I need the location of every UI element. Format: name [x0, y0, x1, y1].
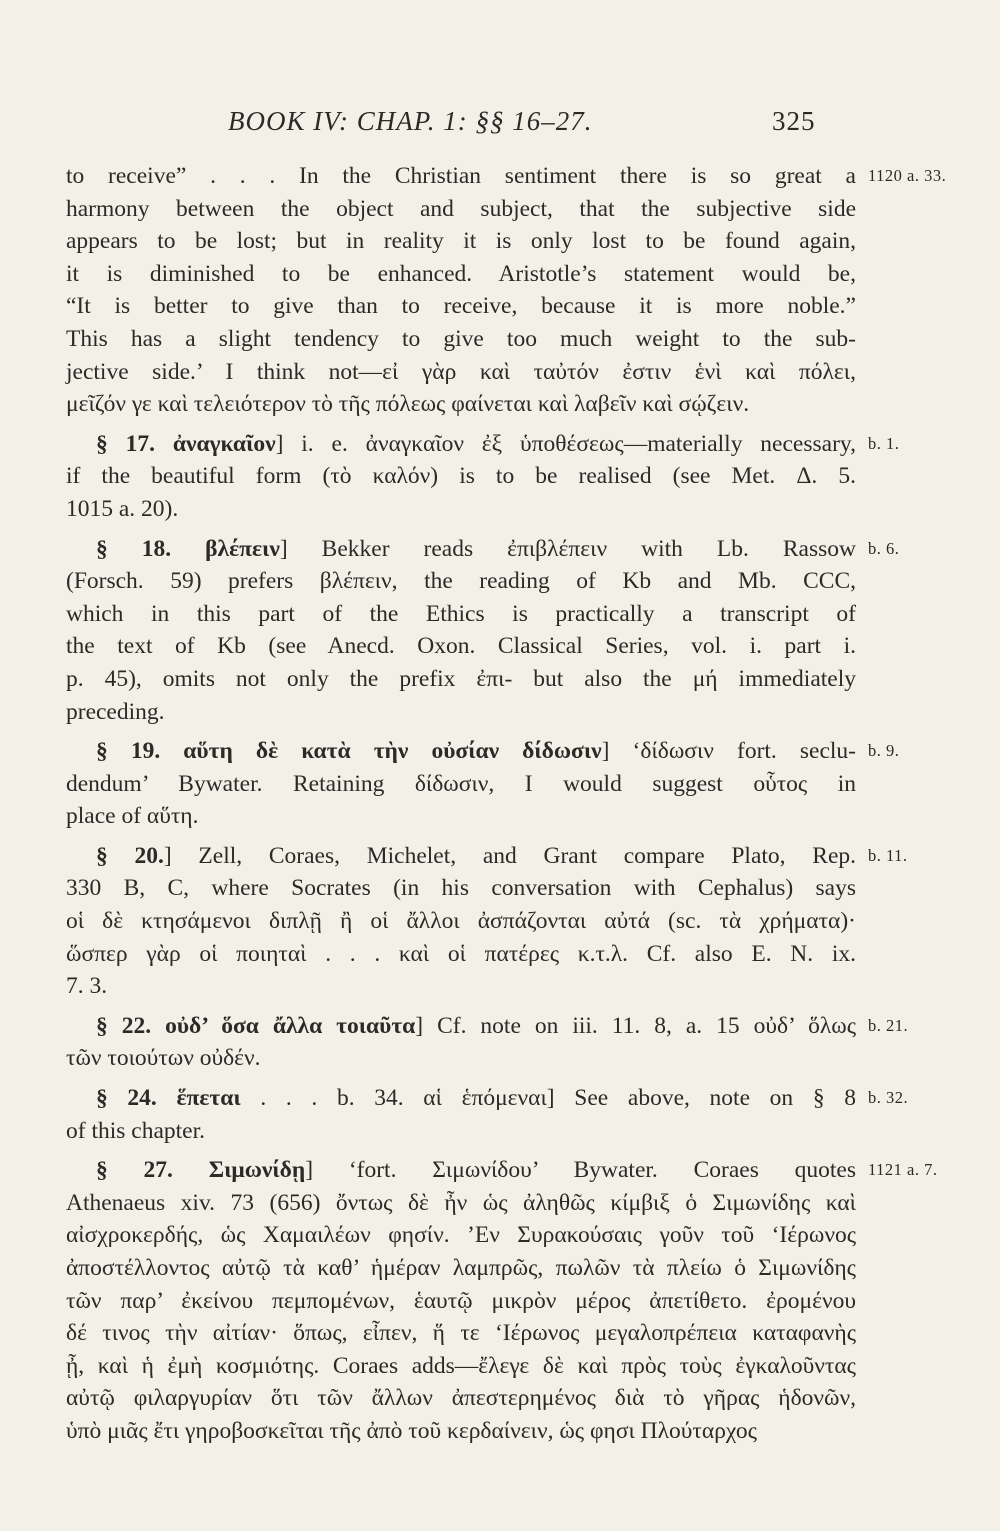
text-line	[66, 1285, 856, 1318]
text-line	[66, 290, 856, 323]
line-text: ὑπὸ μιᾶς ἔτι γηροβοσκεῖται τῆς ἀπὸ τοῦ κερδαίνειν, ὡς φησι Πλούταρχος	[66, 1417, 757, 1444]
line-text: ] Zell, Coraes, Michelet, and Grant compare Plato, Rep.	[163, 842, 856, 869]
running-title: BOOK IV: CHAP. 1: §§ 16–27.	[228, 106, 593, 136]
text-line	[66, 1415, 856, 1448]
text-line	[66, 1219, 856, 1252]
text-line	[66, 1010, 909, 1043]
line-text: οἱ δὲ κτησάμενοι διπλῇ ἢ οἱ ἄλλοι ἀσπάζονται αὐτά (sc. τὰ χρήματα)·	[66, 908, 856, 935]
line-text: αἰσχροκερδής, ὡς Χαμαιλέων φησίν. ’Εν Συρακούσαις γοῦν τοῦ ‘Ιέρωνος	[66, 1222, 856, 1249]
text-line	[66, 258, 856, 291]
text-line	[66, 225, 856, 258]
line-text: This has a slight tendency to give too much weight to the sub-	[66, 325, 856, 352]
line-text: “It is better to give than to receive, because it is more noble.”	[66, 293, 856, 320]
line-text: ἀποστέλλοντος αὐτῷ τὰ καθ’ ἡμέραν λαμπρῶς, πωλῶν τὰ πλείω ὁ Σιμωνίδης	[66, 1255, 856, 1281]
line-text: harmony between the object and subject, that the subjective side	[66, 195, 856, 222]
page-number: 325	[772, 106, 816, 136]
text-line	[66, 428, 900, 461]
line-text: τῶν παρ’ ἐκείνου πεμπομένων, ἑαυτῷ μικρὸν μέρος ἀπετίθετο. ἐρομένου	[66, 1287, 856, 1314]
commentary-text	[66, 160, 947, 1448]
text-line	[66, 735, 900, 768]
line-text: ] ‘δίδωσιν fort. seclu-	[601, 738, 856, 765]
text-line	[66, 1042, 856, 1075]
line-text: ᾖ, καὶ ἡ ἐμὴ κοσμιότης. Coraes adds—ἔλεγε δὲ καὶ πρὸς τοὺς ἐγκαλοῦντας	[66, 1352, 856, 1379]
line-text: it is diminished to be enhanced. Aristotle’s statement would be,	[66, 260, 856, 287]
bekker-margin-reference: b. 11.	[868, 845, 908, 865]
text-line	[66, 1350, 856, 1383]
line-text: of this chapter.	[66, 1117, 206, 1144]
line-text: ] Bekker reads ἐπιβλέπειν with Lb. Rassow	[279, 535, 856, 562]
line-text: αὐτῷ φιλαργυρίαν ὅτι τῶν ἄλλων ἀπεστερημένος διὰ τὸ γῆρας ἡδονῶν,	[66, 1385, 856, 1412]
text-line	[66, 1154, 938, 1187]
line-text: (Forsch. 59) prefers βλέπειν, the reading of Kb and Mb. CCC,	[66, 568, 856, 595]
bekker-margin-reference: b. 32.	[868, 1088, 909, 1108]
text-line	[66, 565, 856, 598]
text-line	[66, 388, 856, 421]
line-text: μεῖζόν γε καὶ τελειότερον τὸ τῆς πόλεως φαίνεται καὶ λαβεῖν καὶ σῴζειν.	[66, 391, 750, 418]
text-line	[66, 768, 856, 801]
line-text: ὥσπερ γὰρ οἱ ποιηταὶ . . . καὶ οἱ πατέρες κ.τ.λ. Cf. also E. N. ix.	[66, 940, 856, 967]
section-lemma: § 22. οὐδ’ ὅσα ἄλλα τοιαῦτα	[96, 1012, 416, 1039]
text-line	[66, 905, 856, 938]
line-text: dendum’ Bywater. Retaining δίδωσιν, I would suggest οὗτος in	[66, 770, 856, 797]
text-line	[66, 840, 908, 873]
line-text: 330 B, C, where Socrates (in his conversation with Cephalus) says	[66, 875, 856, 902]
line-text: preceding.	[66, 698, 165, 725]
text-line	[66, 938, 856, 971]
text-line	[66, 160, 947, 193]
text-line	[66, 696, 856, 729]
bekker-margin-reference: 1121 a. 7.	[868, 1160, 938, 1180]
line-text: ] Cf. note on iii. 11. 8, a. 15 οὐδ’ ὅλως	[415, 1012, 856, 1039]
section-lemma: § 19. αὕτη δὲ κατὰ τὴν οὐσίαν δίδωσιν	[96, 738, 602, 765]
text-line	[66, 356, 856, 389]
line-text: jective side.’ I think not—εἰ γὰρ καὶ ταὐτόν ἐστιν ἑνὶ καὶ πόλει,	[66, 358, 856, 385]
text-line	[66, 598, 856, 631]
line-text: ] ‘fort. Σιμωνίδου’ Bywater. Coraes quotes	[305, 1157, 856, 1184]
text-line	[66, 1187, 856, 1220]
line-text: the text of Kb (see Anecd. Oxon. Classical Series, vol. i. part i.	[66, 633, 856, 660]
text-line	[66, 1115, 856, 1148]
text-line	[66, 800, 856, 833]
bekker-margin-reference: b. 1.	[868, 433, 900, 453]
text-line	[66, 630, 856, 663]
text-line	[66, 193, 856, 226]
bekker-margin-reference: b. 21.	[868, 1015, 909, 1035]
section-lemma: § 17. ἀναγκαῖον	[96, 430, 276, 457]
line-text: τῶν τοιούτων οὐδέν.	[66, 1045, 261, 1072]
text-line	[66, 1082, 909, 1115]
line-text: 1015 a. 20).	[66, 495, 179, 522]
text-line	[66, 1382, 856, 1415]
text-line	[66, 1252, 856, 1285]
section-lemma: § 27. Σιμωνίδῃ	[96, 1157, 306, 1184]
line-text: to receive” . . . In the Christian sentiment there is so great a	[66, 163, 856, 189]
line-text: p. 45), omits not only the prefix ἐπι- but also the μή immediately	[66, 665, 856, 692]
bekker-margin-reference: 1120 a. 33.	[868, 166, 947, 185]
section-lemma: § 24. ἕπεται	[96, 1085, 241, 1112]
line-text: . . . b. 34. αἱ ἑπόμεναι] See above, note on § 8	[240, 1085, 856, 1112]
text-line	[66, 533, 900, 566]
line-text: which in this part of the Ethics is practically a transcript of	[66, 600, 856, 627]
line-text: 7. 3.	[66, 973, 108, 1000]
line-text: appears to be lost; but in reality it is only lost to be found again,	[66, 228, 856, 255]
line-text: ] i. e. ἀναγκαῖον ἐξ ὑποθέσεως—materially necessary,	[275, 430, 856, 457]
bekker-margin-reference: b. 9.	[868, 741, 900, 761]
text-line	[66, 323, 856, 356]
text-line	[66, 493, 856, 526]
text-line	[66, 460, 856, 493]
line-text: Athenaeus xiv. 73 (656) ὄντως δὲ ἦν ὡς ἀληθῶς κίμβιξ ὁ Σιμωνίδης καὶ	[66, 1189, 856, 1216]
line-text: if the beautiful form (τὸ καλόν) is to be realised (see Met. Δ. 5.	[66, 463, 856, 490]
text-line	[66, 663, 856, 696]
running-head	[0, 106, 1000, 146]
bekker-margin-reference: b. 6.	[868, 538, 900, 558]
text-line	[66, 970, 856, 1003]
text-line	[66, 872, 856, 905]
line-text: δέ τινος τὴν αἰτίαν· ὅπως, εἶπεν, ἥ τε ‘Ιέρωνος μεγαλοπρέπεια καταφανὴς	[66, 1320, 856, 1347]
text-line	[66, 1317, 856, 1350]
line-text: place of αὕτη.	[66, 803, 199, 830]
section-lemma: § 20.	[96, 842, 164, 869]
section-lemma: § 18. βλέπειν	[96, 535, 280, 562]
